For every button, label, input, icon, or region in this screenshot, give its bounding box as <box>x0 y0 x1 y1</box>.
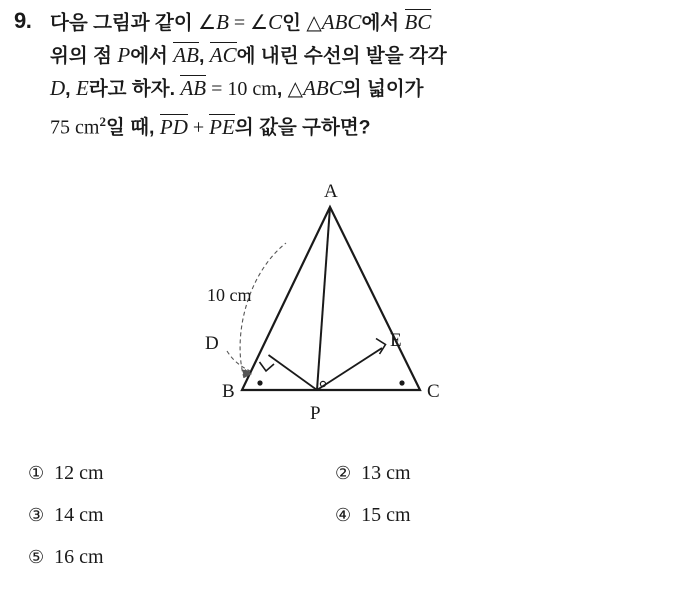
math-italic: C <box>268 10 283 34</box>
stem-text: 다음 그림과 같이 <box>50 12 199 34</box>
stem-text: , <box>198 45 210 67</box>
stem-text: 에서 <box>361 12 405 34</box>
leader-line-d <box>227 351 250 371</box>
angle-dot-b <box>257 380 262 385</box>
choice-5-label: 16 cm <box>54 546 104 568</box>
stem-text: 인 <box>282 12 307 34</box>
label-point-b: B <box>222 381 235 402</box>
stem-line-3 <box>50 72 670 105</box>
angle-dot-c <box>399 380 404 385</box>
segment-pe <box>317 348 382 390</box>
choice-1-label: 12 cm <box>54 462 104 484</box>
choice-2-marker: ② <box>335 463 352 484</box>
question-number: 9. <box>14 8 32 33</box>
overline-segment: PD <box>159 114 188 139</box>
math-symbol: = <box>228 12 251 34</box>
overline-segment: AB <box>173 43 199 67</box>
geometry-figure <box>180 181 510 440</box>
segment-pd <box>269 355 318 390</box>
choice-5-marker: ⑤ <box>28 547 45 568</box>
label-point-e: E <box>390 330 402 351</box>
stem-text: , <box>65 78 77 100</box>
choice-row-3 <box>28 546 648 588</box>
triangle-abc <box>242 207 420 390</box>
math-number: 10 cm <box>227 78 277 100</box>
math-italic: E <box>76 76 89 100</box>
stem-text: 의 넓이가 <box>342 78 424 100</box>
choice-1-marker: ① <box>28 463 45 484</box>
math-symbol: ∠ <box>198 12 217 34</box>
label-point-d: D <box>205 333 219 354</box>
stem-line-2 <box>50 39 670 72</box>
label-side-ab-length: 10 cm <box>207 285 252 305</box>
answer-choices <box>28 462 648 588</box>
stem-text: 일 때, <box>105 116 160 139</box>
stem-text: , <box>276 78 288 100</box>
math-italic: ABC <box>303 76 343 100</box>
stem-text: 라고 하자. <box>88 78 181 100</box>
math-superscript: 2 <box>99 114 106 129</box>
overline-segment: AB <box>180 76 207 100</box>
choice-4[interactable] <box>335 504 411 527</box>
right-angle-mark-d <box>260 362 275 371</box>
math-symbol: △ <box>287 78 304 100</box>
math-number: 75 cm <box>50 116 100 139</box>
choice-4-label: 15 cm <box>361 504 411 526</box>
math-italic: P <box>117 43 131 67</box>
choice-row-2 <box>28 504 648 546</box>
label-point-a: A <box>324 181 338 202</box>
choice-1[interactable] <box>28 462 104 485</box>
math-symbol: = <box>206 78 228 100</box>
overline-segment: AC <box>209 43 237 67</box>
label-point-p: P <box>310 403 321 424</box>
choice-3-marker: ③ <box>28 505 45 526</box>
math-symbol: ∠ <box>250 12 269 34</box>
choice-2-label: 13 cm <box>361 462 411 484</box>
math-italic: B <box>216 10 229 34</box>
choice-5[interactable] <box>28 546 104 569</box>
stem-line-4 <box>50 105 670 138</box>
overline-segment: PE <box>209 114 235 139</box>
stem-line-1 <box>50 6 670 39</box>
choice-2[interactable] <box>335 462 411 485</box>
choice-row-1 <box>28 462 648 504</box>
math-symbol: △ <box>306 12 322 34</box>
overline-segment: BC <box>404 10 432 34</box>
segment-ap <box>317 207 330 390</box>
label-point-c: C <box>427 381 440 402</box>
stem-text: 의 값을 구하면? <box>234 116 371 139</box>
question-text <box>50 6 670 138</box>
choice-3[interactable] <box>28 504 104 527</box>
question-stem <box>10 6 670 138</box>
choice-3-label: 14 cm <box>54 504 104 526</box>
math-italic: D <box>50 76 66 100</box>
math-italic: ABC <box>321 10 362 34</box>
choice-4-marker: ④ <box>335 505 352 526</box>
stem-text: 위의 점 <box>50 45 118 67</box>
stem-text: 에 내린 수선의 발을 각각 <box>236 45 447 67</box>
stem-text: 에서 <box>130 45 174 67</box>
math-symbol: + <box>187 116 210 139</box>
